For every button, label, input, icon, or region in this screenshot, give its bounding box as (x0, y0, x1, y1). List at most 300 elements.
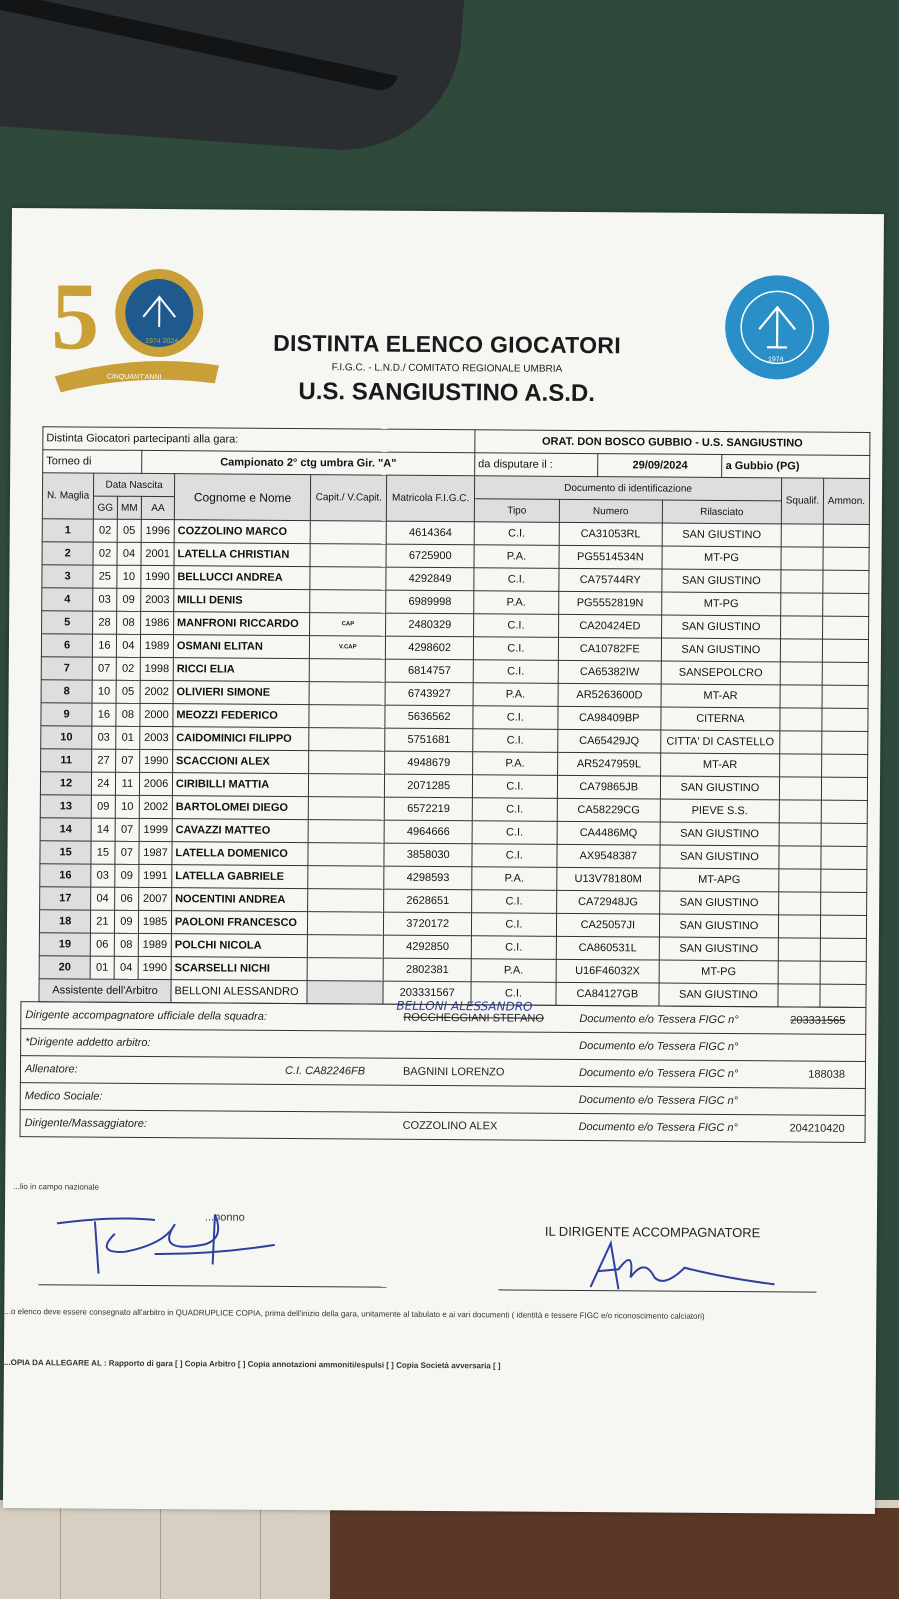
birth-day: 03 (92, 726, 116, 749)
attachments-line: ...OPIA DA ALLEGARE AL : Rapporto di gara [ ] Copia Arbitro [ ] Copia annotazioni ammoniti/espulsi [ ] Copia Società avversaria [ ] (3, 1357, 501, 1371)
doc-number: CA79865JB (557, 775, 660, 799)
blank-cell (822, 616, 868, 639)
player-matricola: 4964666 (384, 820, 472, 844)
birth-day: 25 (93, 565, 117, 588)
player-number: 18 (39, 910, 90, 933)
blank-cell (820, 961, 866, 984)
birth-year: 1996 (141, 519, 174, 542)
captain-mark (309, 659, 385, 683)
doc-number: CA20424ED (558, 614, 661, 638)
doc-number: U13V78180M (557, 867, 660, 891)
doc-issuer: SAN GIUSTINO (660, 845, 779, 869)
birth-month: 05 (116, 680, 141, 703)
doc-type: C.I. (472, 775, 557, 799)
col-ammon: Ammon. (823, 478, 869, 524)
captain-mark (309, 774, 385, 798)
staff-doc: C.I. CA82246FB (284, 1064, 366, 1078)
doc-number: U16F46032X (556, 959, 659, 983)
staff-tessera: 204210420 (789, 1122, 845, 1135)
captain-mark (310, 521, 386, 545)
col-num: N. Maglia (42, 473, 94, 519)
blank-cell (778, 961, 820, 984)
blank-cell (780, 685, 822, 708)
player-name: LATELLA CHRISTIAN (174, 543, 310, 567)
birth-year: 2000 (140, 703, 173, 726)
player-name: PAOLONI FRANCESCO (171, 911, 307, 935)
blank-cell (823, 547, 869, 570)
doc-type: C.I. (472, 890, 557, 914)
doc-type: P.A. (474, 591, 559, 615)
staff-role: Dirigente/Massaggiatore: (24, 1117, 147, 1130)
player-matricola: 2802381 (384, 958, 472, 982)
birth-month: 11 (115, 772, 140, 795)
dirigente-signature (584, 1237, 784, 1298)
doc-number: CA4486MQ (557, 821, 660, 845)
doc-issuer: SAN GIUSTINO (659, 937, 778, 961)
player-matricola: 4298593 (384, 866, 472, 890)
captain-sig-label: ...nonno (204, 1211, 245, 1224)
birth-year: 1985 (139, 910, 172, 933)
staff-tessera: 203331565 (790, 1014, 846, 1027)
player-matricola: 3858030 (384, 843, 472, 867)
doc-number: CA72948JG (556, 890, 659, 914)
doc-type: P.A. (472, 867, 557, 891)
birth-month: 10 (116, 565, 141, 588)
player-matricola: 4292849 (386, 567, 474, 591)
birth-year: 1989 (138, 933, 171, 956)
staff-doc (285, 1101, 403, 1102)
birth-month: 07 (115, 841, 140, 864)
player-name: MILLI DENIS (174, 589, 310, 613)
birth-day: 10 (92, 680, 116, 703)
birth-month: 07 (115, 749, 140, 772)
staff-role: *Dirigente addetto arbitro: (25, 1036, 151, 1049)
doc-number: CA98409BP (558, 706, 661, 730)
doc-number: AR5247959L (557, 752, 660, 776)
birth-year: 1999 (139, 818, 172, 841)
player-name: CAIDOMINICI FILIPPO (173, 727, 309, 751)
doc-issuer: CITERNA (661, 707, 780, 731)
captain-mark (310, 590, 386, 614)
birth-day: 14 (91, 818, 115, 841)
birth-day: 21 (91, 910, 115, 933)
col-cap: Capit./ V.Capit. (311, 475, 388, 522)
doc-number: PG5552819N (558, 591, 661, 615)
player-matricola: 2071285 (385, 774, 473, 798)
player-matricola: 2628651 (384, 889, 472, 913)
document-sheet (3, 208, 884, 1514)
player-matricola: 4614364 (387, 521, 475, 545)
assistant-matricola: 203331567 (383, 981, 471, 1005)
birth-day: 09 (91, 795, 115, 818)
birth-month: 08 (114, 933, 139, 956)
staff-name (403, 1102, 579, 1103)
doc-number: CA31053RL (559, 522, 662, 546)
staff-doc-label: Documento e/o Tessera FIGC n° (578, 1120, 738, 1135)
birth-year: 2001 (141, 542, 174, 565)
doc-type: C.I. (473, 637, 558, 661)
birth-month: 10 (115, 795, 140, 818)
birth-year: 1991 (139, 864, 172, 887)
birth-year: 2003 (140, 726, 173, 749)
col-mm: MM (117, 496, 142, 519)
doc-type: P.A. (473, 752, 558, 776)
player-matricola: 6989998 (386, 590, 474, 614)
torneo-label: Torneo di (43, 450, 142, 474)
player-number: 4 (42, 588, 93, 611)
blank-cell (821, 754, 867, 777)
blank-cell (779, 800, 821, 823)
col-numero: Numero (559, 499, 662, 523)
blank-cell (821, 823, 867, 846)
doc-issuer: SANSEPOLCRO (661, 661, 780, 685)
document-subtitle: F.I.G.C. - L.N.D./ COMITATO REGIONALE UMBRIA (331, 362, 563, 375)
birth-day: 02 (93, 542, 117, 565)
player-number: 6 (41, 634, 92, 657)
blank-cell (780, 662, 822, 685)
player-number: 7 (41, 657, 92, 680)
blank-cell (780, 754, 822, 777)
birth-day: 16 (93, 634, 117, 657)
player-number: 10 (41, 726, 92, 749)
captain-mark (307, 958, 383, 982)
blank-cell (822, 662, 868, 685)
doc-number: CA25057JI (556, 913, 659, 937)
doc-issuer: MT-AR (660, 753, 779, 777)
blank-cell (823, 570, 869, 593)
col-squalif: Squalif. (781, 478, 823, 524)
staff-role: Dirigente accompagnatore ufficiale della squadra: (25, 1009, 267, 1023)
player-matricola: 5636562 (385, 705, 473, 729)
player-number: 8 (41, 680, 92, 703)
col-gg: GG (94, 496, 118, 519)
staff-role: Medico Sociale: (24, 1090, 103, 1103)
assistant-rilasciato: SAN GIUSTINO (659, 983, 778, 1007)
blank-cell (779, 777, 821, 800)
player-number: 17 (40, 887, 91, 910)
doc-issuer: SAN GIUSTINO (659, 914, 778, 938)
doc-number: AX9548387 (557, 844, 660, 868)
doc-issuer: MT-AR (661, 684, 780, 708)
document-title: DISTINTA ELENCO GIOCATORI (273, 329, 622, 359)
birth-month: 04 (117, 542, 142, 565)
captain-mark (308, 797, 384, 821)
doc-type: C.I. (474, 614, 559, 638)
birth-year: 2007 (139, 887, 172, 910)
staff-cell (20, 1110, 865, 1143)
blank-cell (779, 892, 821, 915)
blank-cell (822, 685, 868, 708)
player-matricola: 6743927 (385, 682, 473, 706)
birth-month: 06 (114, 887, 139, 910)
assistant-tipo: C.I. (471, 982, 556, 1006)
blank-cell (780, 708, 822, 731)
blank-cell (778, 938, 820, 961)
col-birth: Data Nascita (94, 473, 175, 497)
match-place: a Gubbio (PG) (722, 454, 870, 478)
match-date: 29/09/2024 (598, 454, 722, 478)
staff-doc (285, 1128, 403, 1129)
doc-issuer: SAN GIUSTINO (662, 569, 781, 593)
player-name: NOCENTINI ANDREA (172, 888, 308, 912)
birth-year: 2003 (141, 588, 174, 611)
birth-year: 1986 (141, 611, 174, 634)
blank-cell (820, 915, 866, 938)
staff-table (20, 998, 867, 1143)
birth-year: 1990 (141, 565, 174, 588)
doc-issuer: MT-PG (662, 546, 781, 570)
assistant-numero: CA84127GB (556, 982, 659, 1006)
blank-cell (781, 524, 823, 547)
blank-cell (821, 869, 867, 892)
doc-issuer: MT-PG (662, 592, 781, 616)
handwritten-name: BELLONI ALESSANDRO (396, 998, 533, 1014)
doc-issuer: SAN GIUSTINO (662, 523, 781, 547)
doc-type: P.A. (474, 545, 559, 569)
blank-cell (779, 846, 821, 869)
assistant-label: Assistente dell'Arbitro (39, 979, 171, 1003)
birth-month: 04 (114, 956, 139, 979)
doc-issuer: PIEVE S.S. (660, 799, 779, 823)
logo-ribbon-text: CINQUANT'ANNI (106, 373, 162, 382)
doc-issuer: MT-APG (660, 868, 779, 892)
blank-cell (821, 800, 867, 823)
assistant-x2 (820, 984, 866, 1007)
blank-cell (778, 915, 820, 938)
svg-text:5: 5 (50, 262, 100, 370)
blank-cell (780, 731, 822, 754)
col-tipo: Tipo (474, 499, 559, 523)
blank-cell (781, 570, 823, 593)
doc-issuer: SAN GIUSTINO (661, 638, 780, 662)
birth-day: 02 (93, 519, 117, 542)
birth-year: 1987 (139, 841, 172, 864)
player-name: LATELLA DOMENICO (172, 842, 308, 866)
staff-row (20, 1110, 865, 1143)
staff-doc-label: Documento e/o Tessera FIGC n° (579, 1039, 739, 1054)
doc-type: C.I. (473, 729, 558, 753)
doc-number: AR5263600D (558, 683, 661, 707)
birth-month: 09 (116, 588, 141, 611)
assistant-name: BELLONI ALESSANDRO (171, 980, 307, 1004)
player-name: SCARSELLI NICHI (171, 957, 307, 981)
staff-name: COZZOLINO ALEX (402, 1119, 498, 1133)
player-name: MEOZZI FEDERICO (173, 704, 309, 728)
captain-label: ...lio in campo nazionale (13, 1182, 100, 1192)
club-logo-year: 1974 (767, 356, 784, 364)
date-label: da disputare il : (475, 453, 599, 477)
player-number: 2 (42, 542, 93, 565)
birth-day: 07 (92, 657, 116, 680)
player-name: BARTOLOMEI DIEGO (172, 796, 308, 820)
blank-cell (779, 869, 821, 892)
birth-month: 02 (116, 657, 141, 680)
captain-mark (308, 843, 384, 867)
staff-tessera: 188038 (808, 1068, 846, 1081)
captain-mark (310, 567, 386, 591)
birth-month: 09 (114, 864, 139, 887)
wood-surface (330, 1508, 899, 1599)
player-number: 12 (40, 772, 91, 795)
player-name: RICCI ELIA (173, 658, 309, 682)
player-name: POLCHI NICOLA (171, 934, 307, 958)
player-name: CAVAZZI MATTEO (172, 819, 308, 843)
player-name: OLIVIERI SIMONE (173, 681, 309, 705)
captain-mark (308, 889, 384, 913)
player-number: 11 (41, 749, 92, 772)
player-matricola: 4948679 (385, 751, 473, 775)
assistant-cap (307, 981, 383, 1005)
doc-number: CA10782FE (558, 637, 661, 661)
player-number: 9 (41, 703, 92, 726)
captain-mark: V.CAP (310, 636, 386, 660)
col-rilasciato: Rilasciato (662, 500, 781, 524)
birth-year: 1990 (138, 956, 171, 979)
player-number: 1 (42, 519, 93, 542)
captain-mark (310, 544, 386, 568)
player-matricola: 2480329 (386, 613, 474, 637)
player-matricola: 4292850 (384, 935, 472, 959)
birth-year: 1998 (140, 657, 173, 680)
doc-type: C.I. (472, 844, 557, 868)
blank-cell (781, 547, 823, 570)
doc-issuer: MT-PG (659, 960, 778, 984)
blank-cell (823, 524, 869, 547)
player-rows (39, 519, 869, 985)
player-matricola: 6725900 (386, 544, 474, 568)
blank-cell (821, 777, 867, 800)
birth-day: 04 (91, 887, 115, 910)
birth-day: 06 (90, 933, 114, 956)
birth-day: 15 (91, 841, 115, 864)
staff-name (403, 1048, 579, 1049)
captain-mark (307, 935, 383, 959)
player-number: 3 (42, 565, 93, 588)
staff-name: BAGNINI LORENZO (402, 1065, 505, 1079)
bag (0, 0, 466, 158)
staff-rows (20, 1002, 866, 1143)
birth-month: 01 (115, 726, 140, 749)
birth-day: 27 (92, 749, 116, 772)
captain-mark (309, 751, 385, 775)
doc-type: C.I. (473, 706, 558, 730)
captain-mark (309, 705, 385, 729)
birth-year: 1989 (141, 634, 174, 657)
doc-issuer: CITTA' DI CASTELLO (661, 730, 780, 754)
doc-number: CA860531L (556, 936, 659, 960)
doc-number: CA65429JQ (558, 729, 661, 753)
captain-signature (54, 1193, 285, 1285)
doc-number: PG5514534N (559, 545, 662, 569)
dirigente-label: IL DIRIGENTE ACCOMPAGNATORE (544, 1223, 761, 1241)
captain-mark (309, 728, 385, 752)
bag-zipper (0, 0, 398, 94)
player-name: MANFRONI RICCARDO (173, 612, 309, 636)
doc-type: P.A. (473, 683, 558, 707)
birth-month: 04 (116, 634, 141, 657)
player-matricola: 3720172 (384, 912, 472, 936)
col-document: Documento di identificazione (474, 476, 781, 501)
player-name: LATELLA GABRIELE (172, 865, 308, 889)
players-table (38, 426, 870, 1008)
blank-cell (822, 639, 868, 662)
player-number: 13 (40, 795, 91, 818)
doc-type: C.I. (473, 660, 558, 684)
birth-year: 2006 (140, 772, 173, 795)
doc-type: C.I. (474, 522, 559, 546)
staff-role: Allenatore: (24, 1063, 78, 1076)
blank-cell (821, 892, 867, 915)
blank-cell (822, 708, 868, 731)
blank-cell (780, 639, 822, 662)
birth-month: 05 (117, 519, 142, 542)
birth-day: 16 (92, 703, 116, 726)
player-name: COZZOLINO MARCO (174, 520, 310, 544)
doc-issuer: SAN GIUSTINO (660, 776, 779, 800)
staff-doc-label: Documento e/o Tessera FIGC n° (578, 1093, 739, 1108)
player-number: 20 (39, 956, 90, 979)
doc-number: CA58229CG (557, 798, 660, 822)
delivery-note: ...o elenco deve essere consegnato all'arbitro in QUADRUPLICE COPIA, prima dell'inizio della gara, unitamente al tabulato e ai vari documenti ( identità e tessere FIGC e/o riconoscimento calciatori) (4, 1306, 705, 1321)
match-label: Distinta Giocatori partecipanti alla gara: (43, 427, 475, 453)
birth-day: 24 (92, 772, 116, 795)
doc-issuer: SAN GIUSTINO (659, 891, 778, 915)
staff-doc-label: Documento e/o Tessera FIGC n° (579, 1012, 739, 1027)
torneo-name: Campionato 2° ctg umbra Gir. "A" (142, 450, 475, 475)
player-name: OSMANI ELITAN (173, 635, 309, 659)
doc-type: P.A. (471, 959, 556, 983)
birth-day: 01 (90, 956, 114, 979)
doc-type: C.I. (474, 568, 559, 592)
birth-day: 03 (93, 588, 117, 611)
captain-mark (308, 820, 384, 844)
birth-month: 08 (116, 703, 141, 726)
birth-month: 09 (114, 910, 139, 933)
player-matricola: 6572219 (385, 797, 473, 821)
doc-number: CA75744RY (559, 568, 662, 592)
birth-day: 28 (93, 611, 117, 634)
col-aa: AA (142, 496, 175, 519)
player-number: 14 (40, 818, 91, 841)
player-matricola: 5751681 (385, 728, 473, 752)
staff-doc (285, 1020, 403, 1021)
doc-type: C.I. (472, 821, 557, 845)
blank-cell (781, 616, 823, 639)
club-name: U.S. SANGIUSTINO A.S.D. (298, 378, 596, 408)
player-number: 16 (40, 864, 91, 887)
captain-mark: CAP (310, 613, 386, 637)
player-name: CIRIBILLI MATTIA (172, 773, 308, 797)
doc-number: CA65382IW (558, 660, 661, 684)
blank-cell (822, 731, 868, 754)
birth-year: 2002 (139, 795, 172, 818)
staff-name: ROCCHEGGIANI STEFANO (403, 1011, 544, 1025)
player-matricola: 4298602 (386, 636, 474, 660)
assistant-x1 (778, 984, 820, 1007)
blank-cell (820, 938, 866, 961)
birth-month: 07 (115, 818, 140, 841)
doc-type: C.I. (471, 913, 556, 937)
player-name: SCACCIONI ALEX (172, 750, 308, 774)
staff-doc-label: Documento e/o Tessera FIGC n° (578, 1066, 739, 1081)
blank-cell (823, 593, 869, 616)
doc-type: C.I. (472, 798, 557, 822)
match-teams: ORAT. DON BOSCO GUBBIO - U.S. SANGIUSTINO (475, 430, 870, 456)
birth-year: 1990 (140, 749, 173, 772)
birth-year: 2002 (140, 680, 173, 703)
captain-mark (308, 912, 384, 936)
blank-cell (781, 593, 823, 616)
